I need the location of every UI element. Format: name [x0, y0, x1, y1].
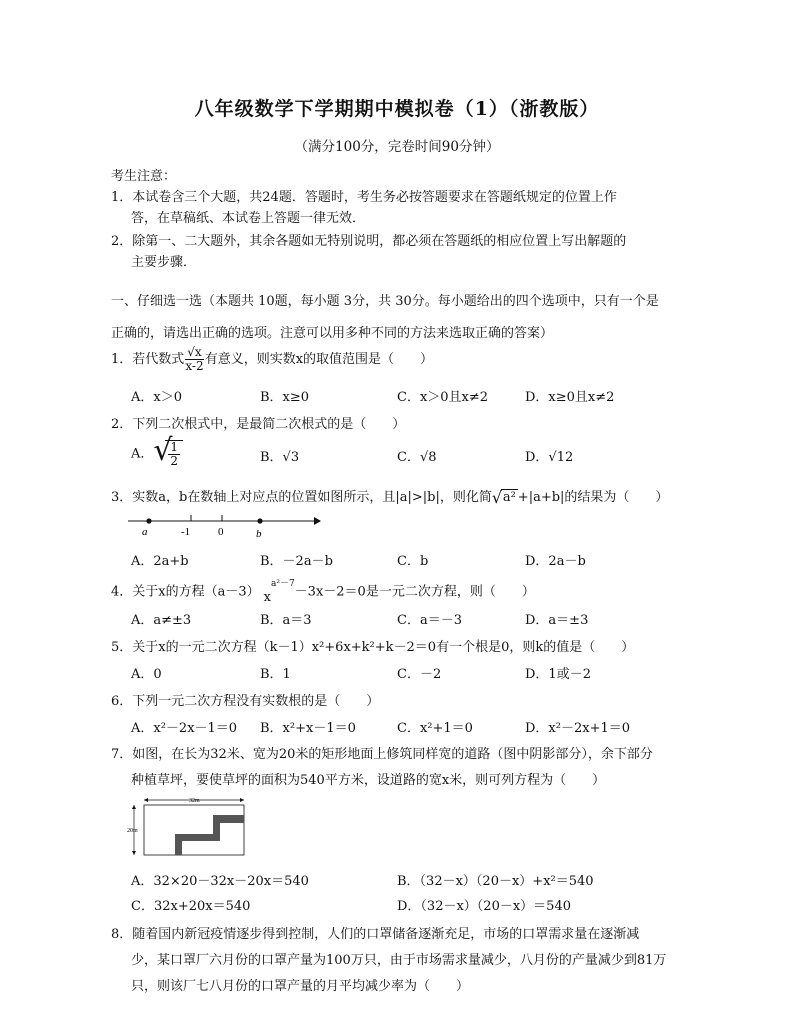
axis-label-b: b: [256, 528, 262, 540]
q1-option-a[interactable]: A．x＞0: [131, 390, 182, 405]
q6-option-c[interactable]: C．x²+1＝0: [397, 721, 473, 736]
q6-option-d[interactable]: D．x²－2x+1＝0: [525, 721, 631, 736]
figure-height-label: 20m: [127, 828, 138, 834]
q4-stem-post: －3x－2＝0是一元二次方程，则（ ）: [294, 584, 535, 600]
question-5-stem: 5．关于x的一元二次方程（k－1）x²+6x+k²+k－2＝0有一个根是0，则k的值是（ ）: [111, 640, 635, 655]
q3-option-b[interactable]: B．－2a－b: [260, 554, 333, 569]
q2-a-denominator: 2: [170, 454, 179, 468]
question-7-stem-cont: 种植草坪，要使草坪的面积为540平方米，设道路的宽x米，则可列方程为（ ）: [131, 773, 606, 788]
q3-option-a[interactable]: A．2a+b: [131, 554, 189, 569]
q7-option-b[interactable]: B．（32－x）（20－x）+x²＝540: [397, 874, 594, 889]
page-title: 八年级数学下学期期中模拟卷（1）（浙教版）: [194, 98, 600, 120]
question-6-stem: 6．下列一元二次方程没有实数根的是（ ）: [111, 694, 380, 709]
question-4-stem: [111, 579, 535, 606]
q4-stem-pre: 4．关于x的方程（a－3）: [111, 584, 260, 600]
q2-option-a-label: A．: [131, 446, 154, 462]
number-line-figure: [125, 510, 325, 540]
q4-option-c[interactable]: C．a＝－3: [397, 613, 462, 628]
q5-option-c[interactable]: C．－2: [397, 667, 442, 682]
notice-item-2-cont: 主要步骤．: [131, 255, 197, 270]
q1-option-d[interactable]: D．x≥0且x≠2: [525, 390, 615, 405]
q1-option-c[interactable]: C．x＞0且x≠2: [397, 390, 489, 405]
q3-option-c[interactable]: C．b: [397, 554, 429, 569]
q1-stem-post: 有意义，则实数x的取值范围是（ ）: [204, 352, 434, 367]
q2-option-b[interactable]: B．√3: [260, 450, 300, 465]
q3-stem-post: +|a+b|的结果为（ ）: [517, 490, 669, 505]
q1-stem-pre: 1．若代数式: [111, 352, 185, 367]
q3-option-d[interactable]: D．2a－b: [525, 554, 586, 569]
q1-numerator: √x: [187, 345, 202, 359]
axis-label-a: a: [142, 526, 148, 538]
q5-option-d[interactable]: D．1或－2: [525, 667, 591, 682]
q6-option-a[interactable]: A．x²－2x－1＝0: [131, 721, 238, 736]
q7-option-c[interactable]: C．32x+20x＝540: [131, 899, 251, 914]
notice-heading: 考生注意：: [111, 169, 177, 184]
axis-label-neg1: -1: [181, 526, 191, 538]
q6-option-b[interactable]: B．x²+x－1＝0: [260, 721, 356, 736]
q7-option-d[interactable]: D．（32－x）（20－x）＝540: [397, 899, 571, 914]
q4-base: x: [263, 590, 271, 606]
q1-denominator: x-2: [185, 359, 204, 373]
axis-label-0: 0: [218, 526, 224, 538]
q4-option-d[interactable]: D．a＝±3: [525, 613, 589, 628]
figure-width-label: 32m: [189, 798, 200, 804]
q3-stem-pre: 3．实数a，b在数轴上对应点的位置如图所示，且|a|>|b|，则化简: [111, 490, 492, 505]
notice-item-1-cont: 答，在草稿纸、本试卷上答题一律无效．: [131, 211, 366, 226]
q5-option-a[interactable]: A．0: [131, 667, 162, 682]
question-8-stem-cont-1: 少，某口罩厂六月份的口罩产量为100万只，由于市场需求量减少，八月份的产量减少到81万: [131, 953, 667, 968]
q3-radical: √ a²: [491, 488, 516, 507]
q1-fraction: [185, 346, 203, 373]
q2-option-d[interactable]: D．√12: [525, 450, 574, 465]
radical-sign-icon: √: [153, 433, 173, 468]
section-1-heading: 一、仔细选一选（本题共 10题，每小题 3分，共 30分。每小题给出的四个选项中，只有一个是: [111, 294, 659, 309]
q2-option-a[interactable]: [131, 433, 184, 468]
section-1-heading-cont: 正确的，请选出正确的选项。注意可以用多种不同的方法来选取正确的答案）: [111, 326, 554, 341]
notice-item-2: 2．除第一、二大题外，其余各题如无特别说明，都必须在答题纸的相应位置上写出解题的: [111, 234, 627, 249]
q4-option-b[interactable]: B．a＝3: [260, 613, 312, 628]
q7-option-a[interactable]: A．32×20－32x－20x＝540: [131, 874, 309, 889]
q5-option-b[interactable]: B．1: [260, 667, 291, 682]
q2-a-numerator: 1: [170, 440, 179, 454]
question-8-stem-cont-2: 只，则该厂七八月份的口罩产量的月平均减少率为（ ）: [131, 979, 470, 994]
page-subtitle: （满分100分，完卷时间90分钟）: [294, 139, 500, 155]
q4-exponent: a²－7: [270, 579, 295, 589]
question-3-stem: [111, 486, 668, 505]
notice-item-1: 1．本试卷含三个大题，共24题．答题时，考生务必按答题要求在答题纸规定的位置上作: [111, 190, 617, 205]
q4-option-a[interactable]: A．a≠±3: [131, 613, 192, 628]
question-2-stem: 2．下列二次根式中，是最简二次根式的是（ ）: [111, 417, 406, 432]
q2-option-a-radical: [153, 433, 184, 468]
q2-option-c[interactable]: C．√8: [397, 450, 437, 465]
road-layout-figure: [127, 796, 249, 860]
question-8-stem: 8．随着国内新冠疫情逐步得到控制，人们的口罩储备逐渐充足，市场的口罩需求量在逐渐减: [111, 927, 640, 942]
question-7-stem: 7．如图，在长为32米、宽为20米的矩形地面上修筑同样宽的道路（图中阴影部分），余下部分: [111, 747, 653, 762]
question-1-stem: [111, 346, 433, 373]
radical-sign-icon: √: [491, 488, 503, 507]
q1-option-b[interactable]: B．x≥0: [260, 390, 310, 405]
